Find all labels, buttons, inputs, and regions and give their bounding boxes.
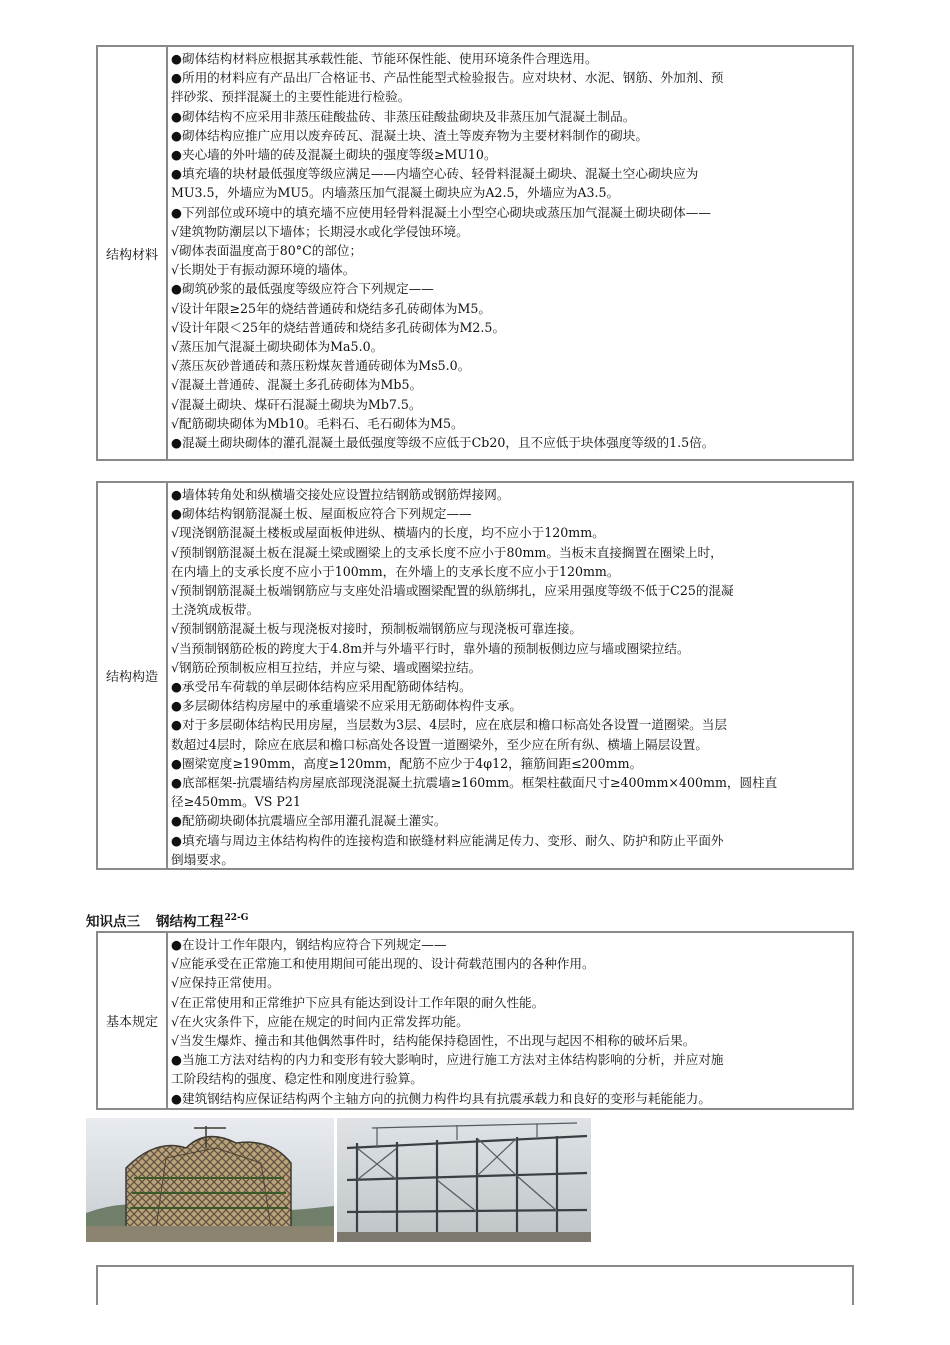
text-line: √当预制钢筋砼板的跨度大于4.8m并与外墙平行时，靠外墙的预制板侧边应与墙或圈梁拉结。 bbox=[171, 640, 690, 656]
heading-prefix: 知识点三 bbox=[86, 914, 140, 930]
text-line: 径≥450mm。VS P21 bbox=[171, 794, 301, 810]
text-line: ●砌筑砂浆的最低强度等级应符合下列规定—— bbox=[171, 281, 434, 297]
text-line: ●圈梁宽度≥190mm，高度≥120mm，配筋不应少于4φ12，箍筋间距≤200mm。 bbox=[171, 755, 643, 771]
text-line: 数超过4层时，除应在底层和檐口标高处各设置一道圈梁外，至少应在所有纵、横墙上隔层设置。 bbox=[171, 736, 708, 752]
table-structural-materials bbox=[96, 45, 854, 461]
text-line: ●当施工方法对结构的内力和变形有较大影响时，应进行施工方法对主体结构影响的分析，并应对施 bbox=[171, 1052, 724, 1068]
text-line: ●建筑钢结构应保证结构两个主轴方向的抗侧力构件均具有抗震承载力和良好的变形与耗能能力。 bbox=[171, 1090, 711, 1106]
text-line: ●承受吊车荷载的单层砌体结构应采用配筋砌体结构。 bbox=[171, 679, 472, 695]
steel-tower-illustration bbox=[86, 1118, 334, 1242]
steel-tower-photo bbox=[86, 1118, 334, 1242]
row-label-basic-provisions: 基本规定 bbox=[98, 933, 168, 1108]
text-line: ●在设计工作年限内，钢结构应符合下列规定—— bbox=[171, 937, 447, 952]
text-line: √长期处于有振动源环境的墙体。 bbox=[171, 262, 356, 278]
text-line: ●墙体转角处和纵横墙交接处应设置拉结钢筋或钢筋焊接网。 bbox=[171, 487, 510, 502]
heading-title: 钢结构工程 bbox=[156, 914, 224, 930]
text-line: ●所用的材料应有产品出厂合格证书、产品性能型式检验报告。应对块材、水泥、钢筋、外加剂、预 bbox=[171, 70, 724, 86]
row-label-structural-materials: 结构材料 bbox=[98, 47, 168, 459]
text-line: ●混凝土砌块砌体的灌孔混凝土最低强度等级不应低于Cb20，且不应低于块体强度等级的1.5倍。 bbox=[171, 435, 715, 451]
text-line: MU3.5，外墙应为MU5。内墙蒸压加气混凝土砌块应为A2.5，外墙应为A3.5。 bbox=[171, 185, 620, 201]
heading-superscript: 22-G bbox=[224, 913, 249, 923]
text-line: ●配筋砌块砌体抗震墙应全部用灌孔混凝土灌实。 bbox=[171, 813, 447, 829]
text-line: ●砌体结构不应采用非蒸压硅酸盐砖、非蒸压硅酸盐砌块及非蒸压加气混凝土制品。 bbox=[171, 108, 636, 124]
text-line: 在内墙上的支承长度不应小于100mm，在外墙上的支承长度不应小于120mm。 bbox=[171, 563, 620, 579]
text-line: √预制钢筋混凝土板端钢筋应与支座处沿墙或圈梁配置的纵筋绑扎，应采用强度等级不低于C25的混凝 bbox=[171, 583, 734, 599]
text-line: √应能承受在正常施工和使用期间可能出现的、设计荷载范围内的各种作用。 bbox=[171, 956, 595, 972]
text-line: √当发生爆炸、撞击和其他偶然事件时，结构能保持稳固性，不出现与起因不相称的破坏后果。 bbox=[171, 1033, 696, 1049]
table-continued bbox=[96, 1265, 854, 1305]
text-line: ●填充墙与周边主体结构构件的连接构造和嵌缝材料应能满足传力、变形、耐久、防护和防止平面外 bbox=[171, 832, 724, 848]
provisions-content bbox=[168, 933, 852, 1108]
text-line: √预制钢筋混凝土板与现浇板对接时，预制板端钢筋应与现浇板可靠连接。 bbox=[171, 621, 583, 637]
text-line: √应保持正常使用。 bbox=[171, 975, 280, 991]
text-line: 倒塌要求。 bbox=[171, 851, 234, 867]
text-line: √配筋砌块砌体为Mb10。毛料石、毛石砌体为M5。 bbox=[171, 415, 464, 431]
text-line: √在正常使用和正常维护下应具有能达到设计工作年限的耐久性能。 bbox=[171, 994, 545, 1010]
text-line: √设计年限＜25年的烧结普通砖和烧结多孔砖砌体为M2.5。 bbox=[171, 319, 506, 335]
text-line: √蒸压加气混凝土砌块砌体为Ma5.0。 bbox=[171, 339, 384, 355]
text-line: ●下列部位或环境中的填充墙不应使用轻骨料混凝土小型空心砌块或蒸压加气混凝土砌块砌体—— bbox=[171, 204, 711, 220]
text-line: √设计年限≥25年的烧结普通砖和烧结多孔砖砌体为M5。 bbox=[171, 300, 491, 316]
text-line: √混凝土普通砖、混凝土多孔砖砌体为Mb5。 bbox=[171, 377, 423, 393]
text-line: 工阶段结构的强度、稳定性和刚度进行验算。 bbox=[171, 1071, 423, 1087]
text-line: √在火灾条件下，应能在规定的时间内正常发挥功能。 bbox=[171, 1013, 469, 1029]
text-line: 土浇筑成板带。 bbox=[171, 602, 260, 618]
text-line: √现浇钢筋混凝土楼板或屋面板伸进纵、横墙内的长度，均不应小于120mm。 bbox=[171, 525, 605, 541]
section-heading bbox=[86, 910, 248, 930]
text-line: ●填充墙的块材最低强度等级应满足——内墙空心砖、轻骨料混凝土砌块、混凝土空心砌块应为 bbox=[171, 166, 699, 182]
steel-frame-photo bbox=[337, 1118, 591, 1242]
text-line: √建筑物防潮层以下墙体；长期浸水或化学侵蚀环境。 bbox=[171, 223, 469, 239]
text-line: ●砌体结构应推广应用以废弃砖瓦、混凝土块、渣土等废弃物为主要材料制作的砌块。 bbox=[171, 127, 648, 143]
text-line: ●砌体结构钢筋混凝土板、屋面板应符合下列规定—— bbox=[171, 506, 472, 522]
text-line: ●多层砌体结构房屋中的承重墙梁不应采用无筋砌体构件支承。 bbox=[171, 698, 523, 714]
steel-frame-illustration bbox=[337, 1118, 591, 1242]
table-basic-provisions bbox=[96, 931, 854, 1110]
text-line: ●底部框架-抗震墙结构房屋底部现浇混凝土抗震墙≥160mm。框架柱截面尺寸≥400mm×400mm，圆柱直 bbox=[171, 775, 778, 791]
table-structural-construction bbox=[96, 481, 854, 870]
text-line: ●夹心墙的外叶墙的砖及混凝土砌块的强度等级≥MU10。 bbox=[171, 147, 497, 163]
text-line: √砌体表面温度高于80°C的部位； bbox=[171, 243, 363, 259]
text-line: √预制钢筋混凝土板在混凝土梁或圈梁上的支承长度不应小于80mm。当板末直接搁置在圈梁上时， bbox=[171, 544, 723, 560]
text-line: √蒸压灰砂普通砖和蒸压粉煤灰普通砖砌体为Ms5.0。 bbox=[171, 358, 471, 374]
construction-content bbox=[168, 483, 852, 868]
text-line: 拌砂浆、预拌混凝土的主要性能进行检验。 bbox=[171, 89, 411, 105]
text-line: ●砌体结构材料应根据其承载性能、节能环保性能、使用环境条件合理选用。 bbox=[171, 51, 598, 66]
materials-content bbox=[168, 47, 852, 459]
row-label-structural-construction: 结构构造 bbox=[98, 483, 168, 868]
text-line: √混凝土砌块、煤矸石混凝土砌块为Mb7.5。 bbox=[171, 396, 422, 412]
text-line: √钢筋砼预制板应相互拉结，并应与梁、墙或圈梁拉结。 bbox=[171, 659, 482, 675]
text-line: ●对于多层砌体结构民用房屋，当层数为3层、4层时，应在底层和檐口标高处各设置一道圈梁。当层 bbox=[171, 717, 727, 733]
